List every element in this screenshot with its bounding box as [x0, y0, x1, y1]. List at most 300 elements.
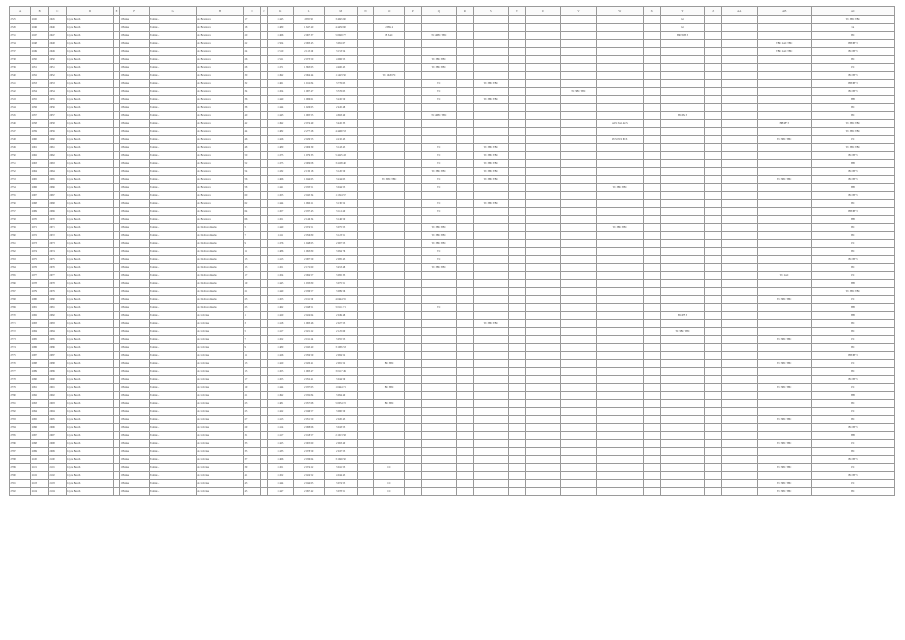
table-cell[interactable]: 23	[244, 400, 261, 408]
table-cell[interactable]: ul. Dobrovolskoho	[196, 296, 243, 304]
table-cell[interactable]: 1 Banka	[119, 328, 149, 336]
table-cell[interactable]: 39	[244, 464, 261, 472]
table-cell[interactable]: BC	[811, 112, 894, 120]
table-cell[interactable]: ul. Lvivska	[196, 376, 243, 384]
table-cell[interactable]	[757, 240, 811, 248]
table-cell[interactable]: ul. Bronzova	[196, 168, 243, 176]
table-cell[interactable]: Joyce Beach	[66, 216, 113, 224]
table-cell[interactable]	[722, 360, 757, 368]
table-cell[interactable]: 3 060 50	[324, 408, 357, 416]
table-cell[interactable]: BC/PF 3	[811, 88, 894, 96]
table-cell[interactable]	[561, 64, 596, 72]
table-cell[interactable]	[525, 424, 560, 432]
table-cell[interactable]: 1 452	[267, 472, 293, 480]
table-cell[interactable]	[660, 296, 705, 304]
table-cell[interactable]	[561, 368, 596, 376]
table-cell[interactable]: 1 Banka	[119, 280, 149, 288]
table-cell[interactable]	[596, 480, 643, 488]
table-cell[interactable]: PC	[811, 64, 894, 72]
table-cell[interactable]: 2075	[31, 256, 49, 264]
table-cell[interactable]: BC	[811, 104, 894, 112]
table-cell[interactable]	[596, 216, 643, 224]
table-cell[interactable]: BC/Pk 3	[660, 112, 705, 120]
table-cell[interactable]: 2 027 53	[324, 320, 357, 328]
table-cell[interactable]	[374, 56, 405, 64]
table-cell[interactable]	[596, 312, 643, 320]
table-cell[interactable]	[357, 368, 374, 376]
column-header[interactable]: E	[114, 7, 120, 16]
table-cell[interactable]	[374, 368, 405, 376]
table-cell[interactable]	[660, 432, 705, 440]
table-cell[interactable]: 1 475	[267, 152, 293, 160]
table-cell[interactable]: 3 453 48	[324, 264, 357, 272]
table-cell[interactable]: 1 Banka	[119, 480, 149, 488]
table-cell[interactable]	[260, 200, 267, 208]
table-cell[interactable]	[457, 120, 474, 128]
table-cell[interactable]	[509, 432, 526, 440]
table-cell[interactable]	[660, 304, 705, 312]
table-cell[interactable]: 2097	[49, 432, 67, 440]
table-cell[interactable]: Tomtar...	[149, 264, 196, 272]
table-cell[interactable]	[660, 320, 705, 328]
table-cell[interactable]: 2 087 59	[293, 256, 324, 264]
table-cell[interactable]: 1 Banka	[119, 288, 149, 296]
table-cell[interactable]	[561, 200, 596, 208]
table-cell[interactable]	[596, 296, 643, 304]
table-cell[interactable]: 1 Banka	[119, 216, 149, 224]
table-cell[interactable]: 1 414	[267, 424, 293, 432]
table-cell[interactable]	[509, 488, 526, 496]
table-cell[interactable]: 3 074 55	[324, 480, 357, 488]
table-cell[interactable]	[509, 112, 526, 120]
table-cell[interactable]: 1 Banka	[119, 136, 149, 144]
table-cell[interactable]: 2 052 41	[293, 376, 324, 384]
table-cell[interactable]	[374, 168, 405, 176]
table-cell[interactable]: 11	[244, 352, 261, 360]
table-cell[interactable]: 2774	[10, 344, 31, 352]
table-cell[interactable]: ul. Bronzova	[196, 48, 243, 56]
table-cell[interactable]	[757, 400, 811, 408]
table-cell[interactable]	[374, 304, 405, 312]
table-cell[interactable]	[705, 448, 722, 456]
table-cell[interactable]: 21	[244, 392, 261, 400]
table-cell[interactable]: 3 0117 49	[324, 368, 357, 376]
table-cell[interactable]: 1 Banka	[119, 144, 149, 152]
table-cell[interactable]	[260, 424, 267, 432]
table-cell[interactable]	[473, 416, 508, 424]
table-cell[interactable]: 1 Banka	[119, 264, 149, 272]
table-cell[interactable]: BC	[811, 224, 894, 232]
table-cell[interactable]	[660, 136, 705, 144]
table-cell[interactable]: Joyce Beach	[66, 392, 113, 400]
table-cell[interactable]	[643, 96, 660, 104]
table-cell[interactable]	[757, 216, 811, 224]
table-cell[interactable]	[260, 392, 267, 400]
table-cell[interactable]: 1 486	[267, 248, 293, 256]
table-cell[interactable]: 1 979 33	[293, 152, 324, 160]
table-cell[interactable]: 2734	[10, 40, 31, 48]
table-cell[interactable]: 1 504	[267, 40, 293, 48]
table-cell[interactable]	[705, 416, 722, 424]
table-cell[interactable]: BC	[811, 400, 894, 408]
table-cell[interactable]	[473, 368, 508, 376]
table-cell[interactable]	[757, 88, 811, 96]
table-cell[interactable]: 1 451	[267, 216, 293, 224]
table-cell[interactable]	[561, 400, 596, 408]
table-cell[interactable]: Joyce Beach	[66, 424, 113, 432]
table-cell[interactable]: TC 1020 FC	[374, 72, 405, 80]
table-cell[interactable]	[757, 152, 811, 160]
table-cell[interactable]	[374, 112, 405, 120]
table-cell[interactable]	[357, 248, 374, 256]
table-cell[interactable]: TC 4IBC TBC	[421, 112, 456, 120]
table-cell[interactable]	[473, 16, 508, 24]
table-cell[interactable]	[357, 344, 374, 352]
table-cell[interactable]: 2061	[49, 144, 67, 152]
table-cell[interactable]: Joyce Beach	[66, 40, 113, 48]
table-cell[interactable]: 2072	[31, 232, 49, 240]
table-cell[interactable]: BC	[811, 320, 894, 328]
table-cell[interactable]	[643, 64, 660, 72]
table-cell[interactable]: 19	[244, 280, 261, 288]
table-cell[interactable]	[374, 240, 405, 248]
table-cell[interactable]	[561, 296, 596, 304]
table-cell[interactable]	[473, 488, 508, 496]
column-header[interactable]: J	[260, 7, 267, 16]
table-cell[interactable]	[660, 56, 705, 64]
table-cell[interactable]	[561, 144, 596, 152]
table-cell[interactable]: 2046	[49, 24, 67, 32]
table-cell[interactable]: 1 944 65	[293, 176, 324, 184]
table-cell[interactable]: ul. Lvivska	[196, 312, 243, 320]
table-cell[interactable]	[705, 320, 722, 328]
table-cell[interactable]: TC	[421, 160, 456, 168]
table-cell[interactable]	[405, 40, 422, 48]
table-cell[interactable]	[705, 352, 722, 360]
table-cell[interactable]	[525, 448, 560, 456]
table-cell[interactable]	[357, 328, 374, 336]
table-cell[interactable]	[509, 32, 526, 40]
table-cell[interactable]	[374, 376, 405, 384]
table-cell[interactable]	[705, 184, 722, 192]
table-cell[interactable]	[757, 224, 811, 232]
table-cell[interactable]: 15	[244, 368, 261, 376]
table-cell[interactable]	[660, 192, 705, 200]
table-cell[interactable]: 2094	[49, 408, 67, 416]
table-cell[interactable]	[596, 360, 643, 368]
table-cell[interactable]: 1 Banka	[119, 488, 149, 496]
table-cell[interactable]	[660, 120, 705, 128]
table-cell[interactable]: 1 Banka	[119, 160, 149, 168]
table-cell[interactable]	[260, 464, 267, 472]
table-cell[interactable]: 3 776 65	[324, 80, 357, 88]
table-cell[interactable]: 3 091 67	[324, 40, 357, 48]
table-cell[interactable]	[374, 320, 405, 328]
table-cell[interactable]	[509, 288, 526, 296]
table-cell[interactable]: CC	[374, 464, 405, 472]
table-cell[interactable]	[405, 224, 422, 232]
table-cell[interactable]: TC	[421, 256, 456, 264]
table-cell[interactable]	[643, 136, 660, 144]
table-cell[interactable]: Joyce Beach	[66, 56, 113, 64]
table-cell[interactable]	[509, 72, 526, 80]
table-cell[interactable]: 2759	[10, 224, 31, 232]
table-cell[interactable]: Tomtar...	[149, 376, 196, 384]
table-cell[interactable]	[421, 280, 456, 288]
table-cell[interactable]	[405, 352, 422, 360]
table-cell[interactable]: Tomtar...	[149, 160, 196, 168]
table-cell[interactable]	[357, 112, 374, 120]
table-cell[interactable]: 1 Banka	[119, 368, 149, 376]
table-cell[interactable]	[561, 16, 596, 24]
table-cell[interactable]	[405, 72, 422, 80]
table-cell[interactable]	[421, 424, 456, 432]
column-header[interactable]: C	[49, 7, 67, 16]
table-cell[interactable]: 2081	[49, 304, 67, 312]
table-cell[interactable]	[374, 16, 405, 24]
table-cell[interactable]: 2080	[31, 296, 49, 304]
table-cell[interactable]	[357, 424, 374, 432]
table-cell[interactable]: TC 4IBC TBC	[421, 32, 456, 40]
table-cell[interactable]	[457, 32, 474, 40]
table-cell[interactable]	[722, 432, 757, 440]
table-cell[interactable]: 2049	[49, 48, 67, 56]
table-cell[interactable]: 1 426	[267, 352, 293, 360]
table-cell[interactable]	[705, 488, 722, 496]
table-cell[interactable]	[457, 456, 474, 464]
table-cell[interactable]	[705, 424, 722, 432]
table-cell[interactable]	[473, 312, 508, 320]
table-cell[interactable]	[525, 344, 560, 352]
table-cell[interactable]: Tomtar...	[149, 136, 196, 144]
table-cell[interactable]: TC	[421, 80, 456, 88]
table-cell[interactable]: Tomtar...	[149, 296, 196, 304]
table-cell[interactable]	[374, 440, 405, 448]
table-cell[interactable]: 3 112 40	[324, 208, 357, 216]
table-cell[interactable]: 2782	[10, 408, 31, 416]
table-cell[interactable]	[705, 256, 722, 264]
table-cell[interactable]: Joyce Beach	[66, 104, 113, 112]
table-cell[interactable]: 2082	[31, 312, 49, 320]
table-cell[interactable]	[509, 360, 526, 368]
table-cell[interactable]	[457, 320, 474, 328]
table-cell[interactable]: 3 089 56	[324, 288, 357, 296]
table-cell[interactable]	[705, 360, 722, 368]
table-cell[interactable]: 2725	[10, 16, 31, 24]
table-cell[interactable]: Joyce Beach	[66, 472, 113, 480]
table-cell[interactable]	[374, 128, 405, 136]
table-cell[interactable]	[509, 344, 526, 352]
table-cell[interactable]	[561, 56, 596, 64]
table-cell[interactable]	[525, 152, 560, 160]
table-cell[interactable]: 1 893 63	[293, 64, 324, 72]
table-cell[interactable]: 2738	[10, 56, 31, 64]
table-cell[interactable]	[473, 184, 508, 192]
table-cell[interactable]: 2098	[31, 440, 49, 448]
table-cell[interactable]: ul. Lvivska	[196, 384, 243, 392]
table-cell[interactable]: 50	[244, 152, 261, 160]
table-cell[interactable]: 4 693 40	[324, 112, 357, 120]
table-cell[interactable]: 2 172 60	[293, 264, 324, 272]
table-cell[interactable]: 1 Banka	[119, 448, 149, 456]
table-cell[interactable]	[525, 144, 560, 152]
table-cell[interactable]: 2064	[31, 168, 49, 176]
table-cell[interactable]	[705, 112, 722, 120]
table-cell[interactable]	[457, 176, 474, 184]
table-cell[interactable]: 1 Banka	[119, 256, 149, 264]
table-cell[interactable]	[705, 368, 722, 376]
table-cell[interactable]: 1 Banka	[119, 192, 149, 200]
table-cell[interactable]	[561, 216, 596, 224]
table-cell[interactable]	[260, 264, 267, 272]
table-cell[interactable]: 1 521	[267, 56, 293, 64]
table-cell[interactable]: 21	[244, 288, 261, 296]
table-cell[interactable]: 2060	[31, 136, 49, 144]
column-header[interactable]: AC	[811, 7, 894, 16]
table-cell[interactable]: 2048	[31, 40, 49, 48]
table-cell[interactable]	[405, 192, 422, 200]
table-cell[interactable]	[643, 408, 660, 416]
table-cell[interactable]: Joyce Beach	[66, 32, 113, 40]
table-cell[interactable]: PC	[811, 464, 894, 472]
table-cell[interactable]: 2771	[10, 320, 31, 328]
table-cell[interactable]	[643, 424, 660, 432]
table-cell[interactable]	[561, 104, 596, 112]
table-cell[interactable]	[260, 360, 267, 368]
table-cell[interactable]: Joyce Beach	[66, 112, 113, 120]
table-cell[interactable]: Tomtar...	[149, 416, 196, 424]
table-cell[interactable]: 48	[244, 144, 261, 152]
table-cell[interactable]	[357, 168, 374, 176]
table-cell[interactable]	[509, 152, 526, 160]
table-cell[interactable]	[525, 336, 560, 344]
table-cell[interactable]: Bill/WH 3	[660, 32, 705, 40]
table-cell[interactable]: ul. Bronzova	[196, 56, 243, 64]
table-cell[interactable]: TC 3BC TBC	[757, 176, 811, 184]
table-cell[interactable]: HB	[811, 304, 894, 312]
table-cell[interactable]	[757, 232, 811, 240]
table-cell[interactable]: Joyce Beach	[66, 368, 113, 376]
table-cell[interactable]	[561, 408, 596, 416]
table-cell[interactable]	[405, 104, 422, 112]
table-cell[interactable]: 1 475	[267, 160, 293, 168]
table-cell[interactable]	[260, 384, 267, 392]
table-cell[interactable]: 3 146 50	[324, 216, 357, 224]
table-cell[interactable]	[705, 264, 722, 272]
table-cell[interactable]: 1 461	[267, 80, 293, 88]
table-cell[interactable]	[357, 264, 374, 272]
table-cell[interactable]	[596, 48, 643, 56]
table-cell[interactable]	[525, 272, 560, 280]
table-cell[interactable]	[260, 24, 267, 32]
table-cell[interactable]: 2768	[10, 296, 31, 304]
table-cell[interactable]: 3 044 59	[324, 376, 357, 384]
table-cell[interactable]	[705, 56, 722, 64]
table-cell[interactable]: 1 983 47	[293, 368, 324, 376]
table-cell[interactable]: 2096	[49, 424, 67, 432]
table-cell[interactable]: 1 985 55	[293, 112, 324, 120]
table-cell[interactable]: 2779	[10, 384, 31, 392]
table-cell[interactable]: PC	[811, 384, 894, 392]
table-cell[interactable]: 2053	[49, 80, 67, 88]
table-cell[interactable]: BC/PF 3	[811, 72, 894, 80]
table-cell[interactable]	[596, 384, 643, 392]
table-cell[interactable]: TC 3BC TBC	[757, 360, 811, 368]
table-cell[interactable]	[457, 264, 474, 272]
table-cell[interactable]: 58	[244, 184, 261, 192]
table-cell[interactable]	[660, 336, 705, 344]
table-cell[interactable]	[596, 472, 643, 480]
table-cell[interactable]: 46	[244, 136, 261, 144]
table-cell[interactable]	[660, 464, 705, 472]
table-cell[interactable]	[457, 408, 474, 416]
table-cell[interactable]	[509, 320, 526, 328]
table-cell[interactable]: 4 4450 60	[324, 24, 357, 32]
table-cell[interactable]	[722, 112, 757, 120]
table-cell[interactable]	[643, 248, 660, 256]
table-cell[interactable]: ul. Bronzova	[196, 80, 243, 88]
table-cell[interactable]	[405, 456, 422, 464]
table-cell[interactable]	[705, 48, 722, 56]
table-cell[interactable]: 2 083 45	[293, 40, 324, 48]
table-cell[interactable]: 2059	[49, 128, 67, 136]
table-cell[interactable]: Joyce Beach	[66, 64, 113, 72]
table-cell[interactable]	[457, 240, 474, 248]
table-cell[interactable]: 2 049 48	[324, 312, 357, 320]
table-cell[interactable]	[405, 48, 422, 56]
table-cell[interactable]: 1 990 21	[293, 200, 324, 208]
table-cell[interactable]	[596, 208, 643, 216]
table-cell[interactable]	[260, 56, 267, 64]
table-cell[interactable]	[722, 384, 757, 392]
table-cell[interactable]: Joyce Beach	[66, 464, 113, 472]
table-cell[interactable]	[643, 400, 660, 408]
table-cell[interactable]: Tomtar...	[149, 344, 196, 352]
table-cell[interactable]: ul. Bronzova	[196, 88, 243, 96]
table-cell[interactable]	[357, 336, 374, 344]
table-cell[interactable]: 2085	[49, 336, 67, 344]
table-cell[interactable]	[561, 168, 596, 176]
table-cell[interactable]: Tomtar...	[149, 32, 196, 40]
table-cell[interactable]: ul. Dobrovolskoho	[196, 240, 243, 248]
table-cell[interactable]: BC	[811, 264, 894, 272]
table-cell[interactable]: Joyce Beach	[66, 168, 113, 176]
table-cell[interactable]: 2057	[31, 112, 49, 120]
table-cell[interactable]	[357, 16, 374, 24]
table-cell[interactable]: HB/PF 3	[811, 352, 894, 360]
table-cell[interactable]	[757, 424, 811, 432]
table-cell[interactable]: 2742	[10, 88, 31, 96]
table-cell[interactable]	[561, 136, 596, 144]
table-cell[interactable]	[260, 488, 267, 496]
table-cell[interactable]	[722, 40, 757, 48]
table-cell[interactable]: 1 Banka	[119, 432, 149, 440]
table-cell[interactable]	[357, 176, 374, 184]
table-cell[interactable]: 2103	[49, 480, 67, 488]
table-cell[interactable]	[596, 440, 643, 448]
table-cell[interactable]	[421, 432, 456, 440]
table-cell[interactable]: ul. Lvivska	[196, 320, 243, 328]
table-cell[interactable]	[421, 448, 456, 456]
table-cell[interactable]	[374, 104, 405, 112]
table-cell[interactable]	[260, 336, 267, 344]
table-cell[interactable]	[596, 40, 643, 48]
table-cell[interactable]: 66	[244, 216, 261, 224]
table-cell[interactable]	[509, 80, 526, 88]
table-cell[interactable]	[405, 152, 422, 160]
table-cell[interactable]: 1 Banka	[119, 56, 149, 64]
table-cell[interactable]	[374, 432, 405, 440]
